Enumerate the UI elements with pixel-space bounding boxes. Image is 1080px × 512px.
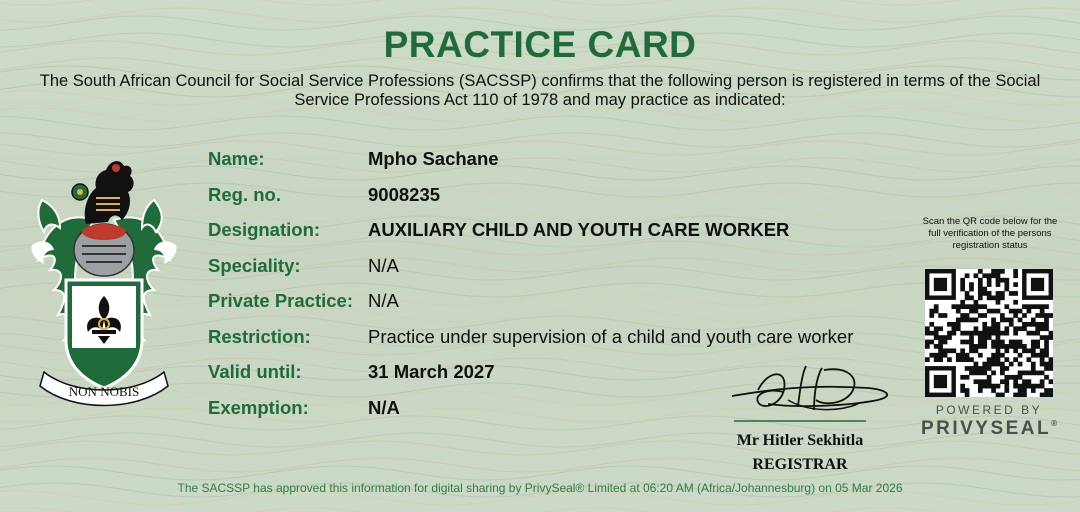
motto-text: NON NOBIS bbox=[68, 384, 140, 399]
field-value: Mpho Sachane bbox=[368, 148, 499, 169]
verification-qr-code[interactable] bbox=[925, 269, 1053, 397]
field-label: Designation: bbox=[208, 219, 321, 240]
registered-mark: ® bbox=[1051, 419, 1058, 428]
card-title: PRACTICE CARD bbox=[383, 24, 697, 65]
intro-statement: The South African Council for Social Service Professions (SACSSP) confirms that the following person is registered in terms of the Social Service Professions Act 110 of 1978 and may practice as indicated: bbox=[39, 72, 1041, 109]
field-row-private-practice bbox=[208, 282, 908, 318]
field-value: 9008235 bbox=[368, 183, 441, 205]
registrar-signature bbox=[728, 360, 898, 426]
field-value: Practice under supervision of a child and youth care worker bbox=[368, 325, 854, 347]
field-value: N/A bbox=[368, 396, 400, 418]
field-label: Speciality: bbox=[208, 254, 301, 276]
field-label: Name: bbox=[208, 148, 265, 169]
field-value: AUXILIARY CHILD AND YOUTH CARE WORKER bbox=[368, 219, 790, 240]
field-row-restriction bbox=[208, 318, 908, 354]
privyseal-logo bbox=[912, 418, 1066, 440]
field-value: N/A bbox=[368, 290, 399, 311]
field-row-designation bbox=[208, 211, 908, 247]
field-value: 31 March 2027 bbox=[368, 361, 495, 382]
sacssp-coat-of-arms bbox=[24, 150, 184, 410]
registrar-name: Mr Hitler Sekhitla bbox=[736, 432, 864, 449]
field-label: Valid until: bbox=[208, 361, 302, 382]
powered-by-label: POWERED BY bbox=[935, 403, 1043, 417]
field-label: Exemption: bbox=[208, 396, 309, 418]
registrar-title: REGISTRAR bbox=[752, 456, 848, 473]
field-label: Private Practice: bbox=[208, 290, 354, 311]
qr-instructions: Scan the QR code below for the full verification of the persons registration status bbox=[922, 216, 1058, 251]
field-row-speciality bbox=[208, 247, 908, 283]
privyseal-wordmark: PRIVYSEAL bbox=[920, 418, 1052, 439]
field-row-reg-no bbox=[208, 176, 908, 212]
sharing-approval-footer: The SACSSP has approved this information for digital sharing by PrivySeal® Limited at 06:20 AM (Africa/Johannesburg) on 05 Mar 2026 bbox=[177, 481, 903, 495]
field-label: Reg. no. bbox=[208, 183, 281, 205]
field-value: N/A bbox=[368, 254, 399, 276]
field-row-name bbox=[208, 140, 908, 176]
field-label: Restriction: bbox=[208, 325, 311, 347]
